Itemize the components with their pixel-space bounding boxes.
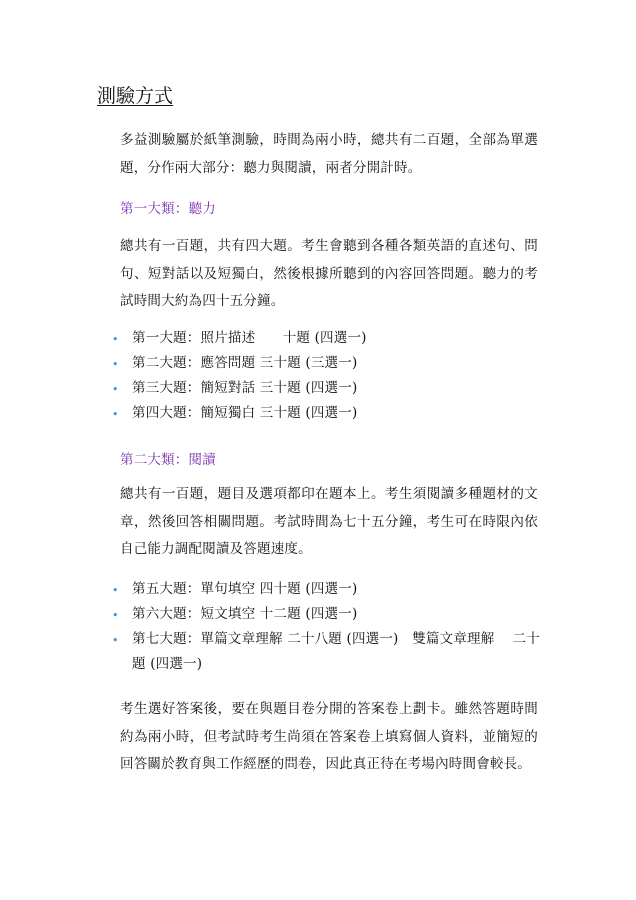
list-item xyxy=(110,376,540,401)
list-item-text: 第三大題：簡短對話 三十題 (四選一) xyxy=(132,380,358,396)
bullet-icon: • xyxy=(112,584,119,597)
list-item-text: 第七大題：單篇文章理解 二十八題 (四選一) 雙篇文章理解 二十題 (四選一) xyxy=(132,631,541,672)
bullet-icon: • xyxy=(112,609,119,622)
list-item-text: 第四大題：簡短獨白 三十題 (四選一) xyxy=(132,405,358,421)
reading-part-list xyxy=(110,577,540,677)
page-title: 測驗方式 xyxy=(97,85,174,107)
closing-paragraph: 考生選好答案後，要在與題目卷分開的答案卷上劃卡。雖然答題時間約為兩小時，但考試時考生尚須在答案卷上填寫個人資料，並簡短的回答關於教育與工作經歷的問卷，因此真正待在考場內時間會較長。 xyxy=(120,701,538,772)
list-item xyxy=(110,351,540,376)
list-item-text: 第一大題：照片描述 十題 (四選一) xyxy=(132,330,367,346)
list-item xyxy=(110,401,540,426)
reading-description: 總共有一百題，題目及選項都印在題本上。考生須閱讀多種題材的文章，然後回答相關問題。考試時間為七十五分鐘，考生可在時限內依自己能力調配閱讀及答題速度。 xyxy=(120,486,538,557)
bullet-icon: • xyxy=(112,634,119,647)
listening-description: 總共有一百題，共有四大題。考生會聽到各種各類英語的直述句、問句、短對話以及短獨白，然後根據所聽到的內容回答問題。聽力的考試時間大約為四十五分鐘。 xyxy=(120,238,538,309)
list-item xyxy=(110,627,540,677)
listening-part-list xyxy=(110,326,540,426)
bullet-icon: • xyxy=(112,383,119,396)
list-item-text: 第六大題：短文填空 十二題 (四選一) xyxy=(132,606,358,622)
list-item-text: 第二大題：應答問題 三十題 (三選一) xyxy=(132,355,358,371)
list-item xyxy=(110,602,540,627)
list-item-text: 第五大題：單句填空 四十題 (四選一) xyxy=(132,581,358,597)
listening-heading: 第一大類：聽力 xyxy=(120,201,216,217)
bullet-icon: • xyxy=(112,408,119,421)
list-item xyxy=(110,326,540,351)
list-item xyxy=(110,577,540,602)
reading-heading: 第二大類：閱讀 xyxy=(120,452,216,468)
bullet-icon: • xyxy=(112,358,119,371)
intro-paragraph: 多益測驗屬於紙筆測驗，時間為兩小時，總共有二百題，全部為單選題，分作兩大部分：聽力與閱讀，兩者分開計時。 xyxy=(120,132,538,176)
bullet-icon: • xyxy=(112,333,119,346)
